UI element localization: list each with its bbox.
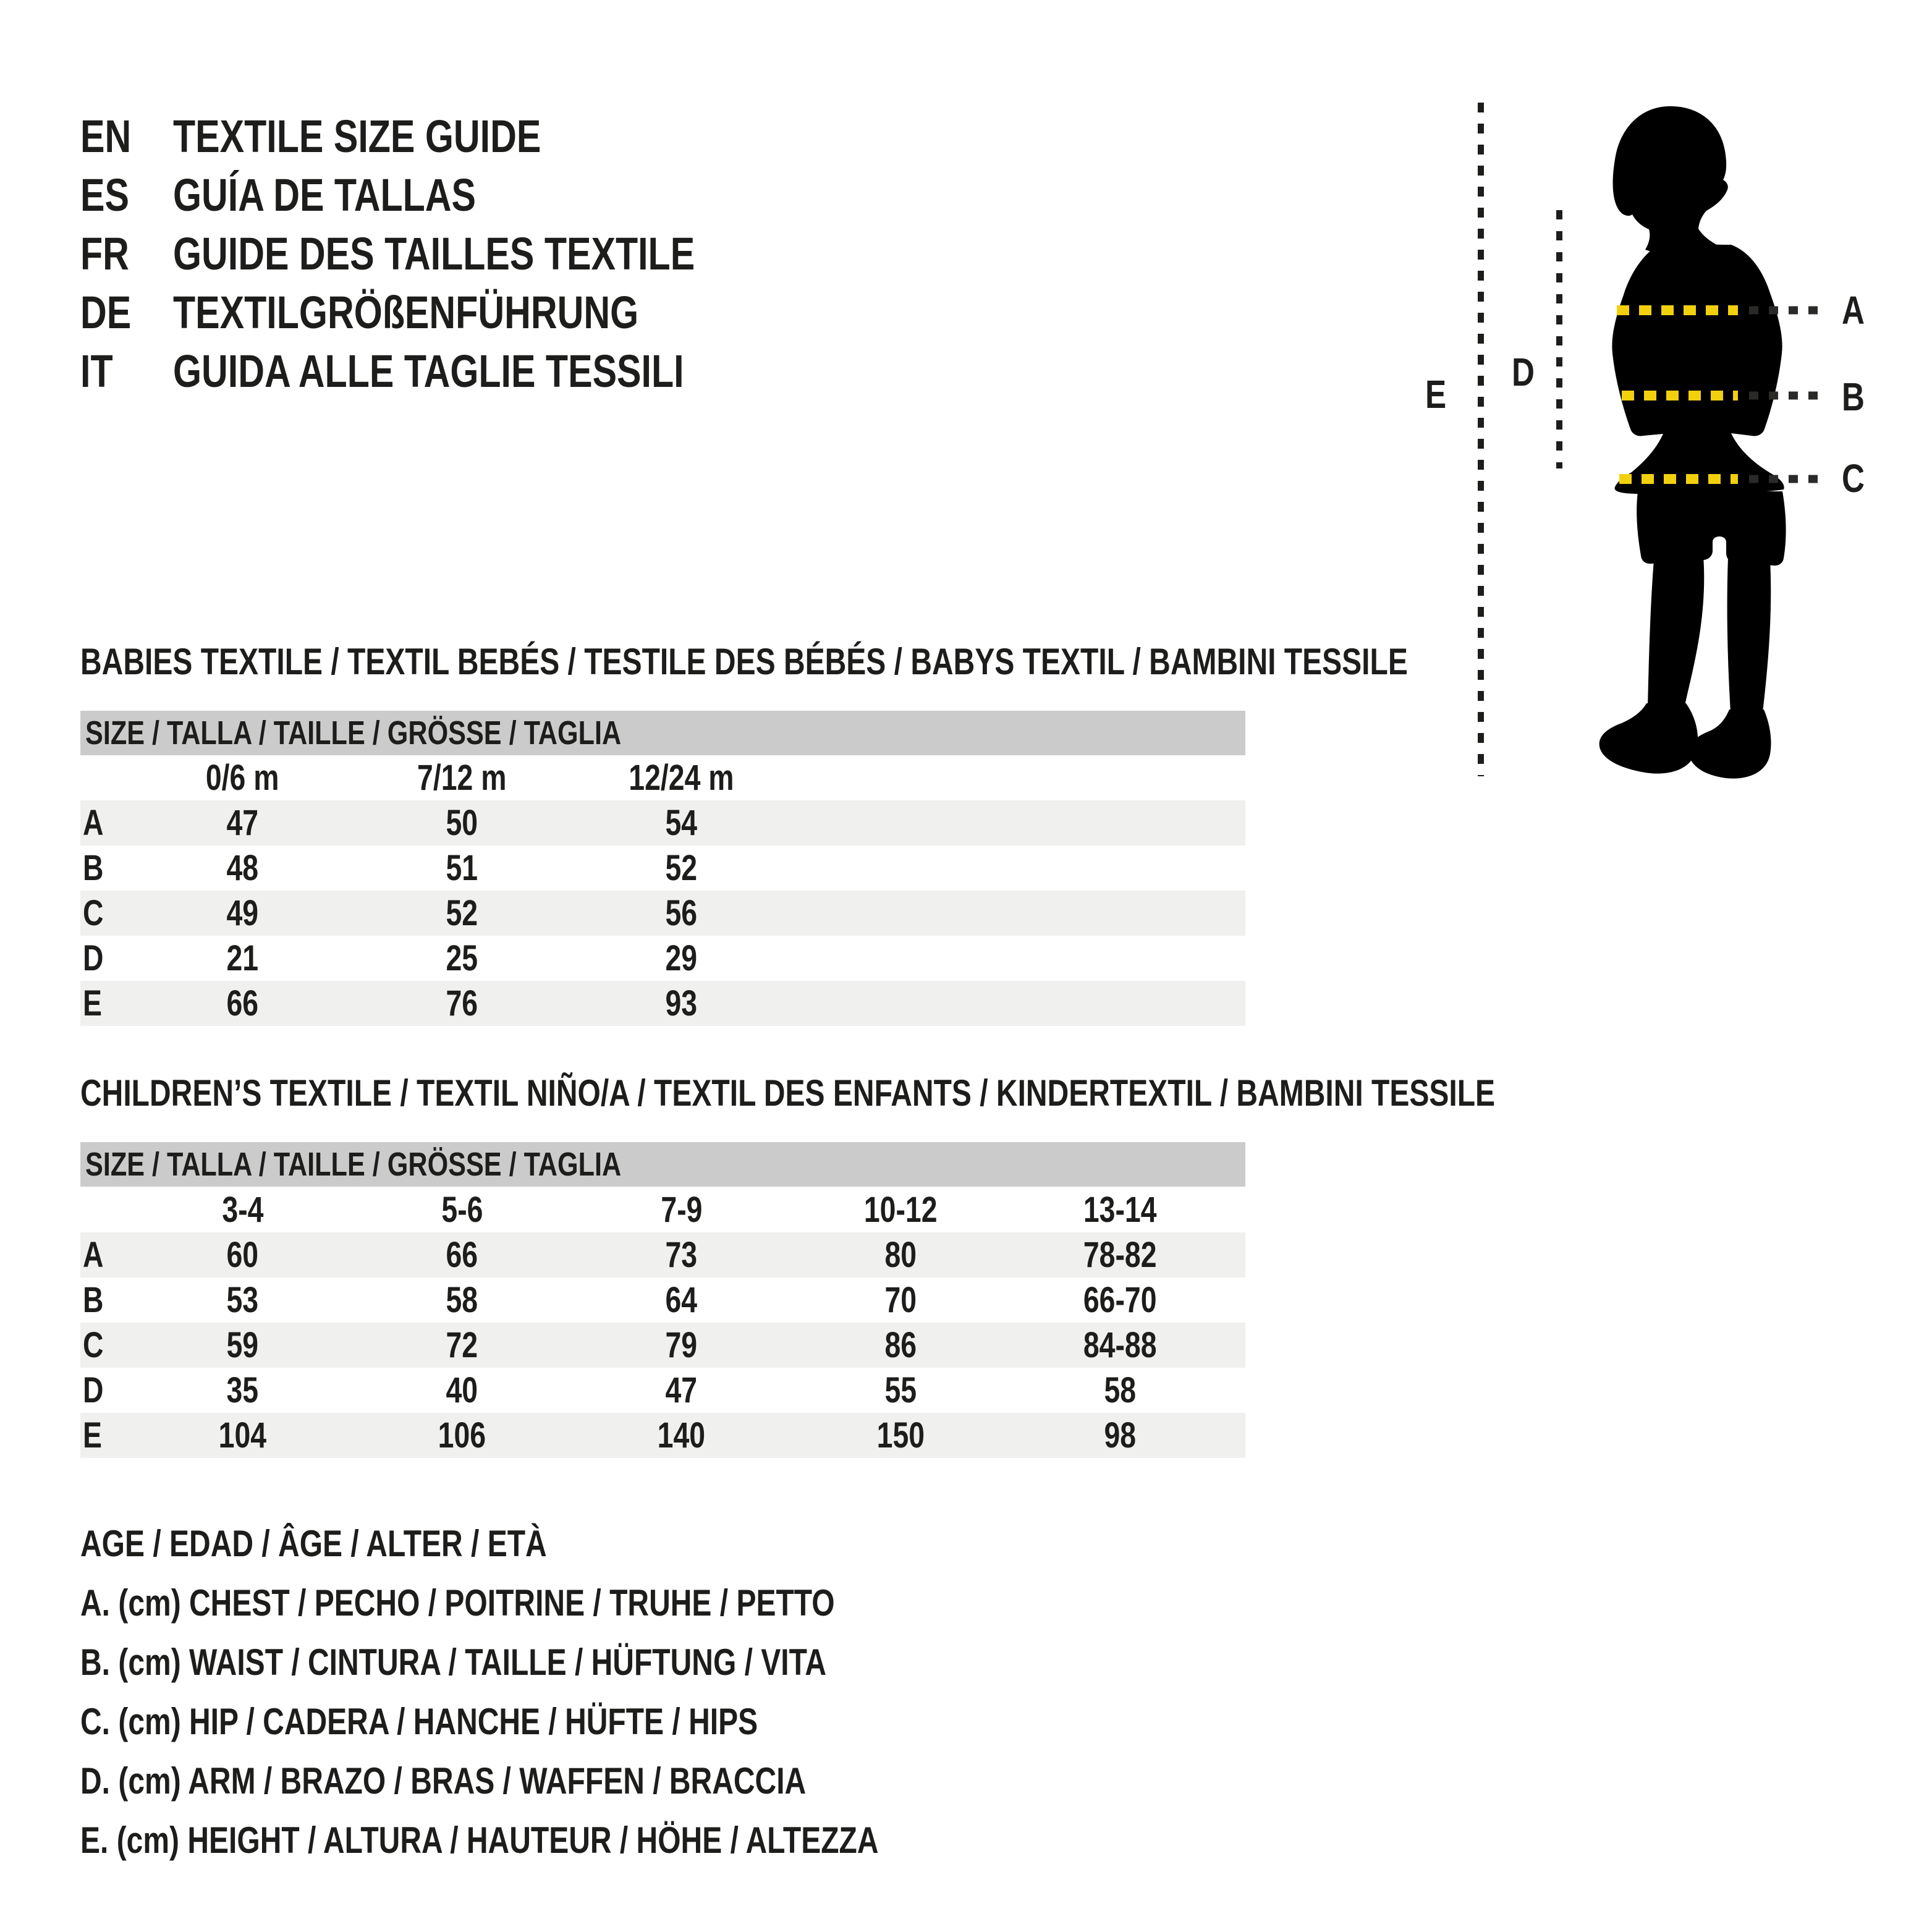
lang-title: GUIDA ALLE TAGLIE TESSILI <box>173 345 684 397</box>
babies-size-header-bar: SIZE / TALLA / TAILLE / GRÖSSE / TAGLIA <box>80 711 1245 755</box>
table-row-e <box>80 981 1245 1026</box>
lang-title: GUÍA DE TALLAS <box>173 169 477 221</box>
size-value-cell: 60 <box>226 1235 259 1275</box>
size-value-cell: 25 <box>446 938 478 978</box>
size-value-cell: 140 <box>657 1415 706 1455</box>
size-value-cell: 73 <box>665 1235 698 1275</box>
row-label: D <box>83 1370 104 1410</box>
size-value-cell: 66-70 <box>1083 1280 1157 1320</box>
size-column-header: 5-6 <box>441 1190 483 1230</box>
size-value-cell: 104 <box>218 1415 267 1455</box>
size-value-cell: 40 <box>446 1370 478 1410</box>
row-label: D <box>83 938 104 978</box>
size-value-cell: 78-82 <box>1083 1235 1157 1275</box>
column-header-row <box>80 1187 1245 1232</box>
table-row-c <box>80 891 1245 936</box>
table-row-d <box>80 936 1245 981</box>
size-value-cell: 51 <box>446 848 478 888</box>
size-value-cell: 52 <box>446 893 478 933</box>
size-value-cell: 98 <box>1104 1415 1137 1455</box>
row-label: B <box>83 848 104 888</box>
size-column-header: 0/6 m <box>206 758 279 798</box>
lang-code: DE <box>80 287 132 338</box>
size-value-cell: 52 <box>665 848 698 888</box>
child-silhouette-diagram <box>1391 87 1932 797</box>
size-value-cell: 50 <box>446 803 478 843</box>
size-value-cell: 47 <box>226 803 259 843</box>
legend-waist: B. (cm) WAIST / CINTURA / TAILLE / HÜFTUNG / VITA <box>80 1642 827 1683</box>
children-section <box>80 1072 1496 1506</box>
row-label: B <box>83 1280 104 1320</box>
size-column-header: 13-14 <box>1083 1190 1157 1230</box>
row-label: A <box>83 1235 104 1275</box>
table-row-a <box>80 1232 1245 1277</box>
column-header-row <box>80 755 1245 800</box>
row-label: C <box>83 1325 104 1365</box>
lang-code: IT <box>80 345 113 397</box>
size-value-cell: 58 <box>446 1280 478 1320</box>
size-value-cell: 70 <box>884 1280 917 1320</box>
lang-code: EN <box>80 111 132 162</box>
size-value-cell: 72 <box>446 1325 478 1365</box>
children-heading: CHILDREN’S TEXTILE / TEXTIL NIÑO/A / TEXTIL DES ENFANTS / KINDERTEXTIL / BAMBINI TESSILE <box>80 1072 1496 1114</box>
row-label: C <box>83 893 104 933</box>
size-value-cell: 79 <box>665 1325 698 1365</box>
children-size-header-bar: SIZE / TALLA / TAILLE / GRÖSSE / TAGLIA <box>80 1142 1245 1187</box>
figure-label-arm: D <box>1512 350 1535 394</box>
lang-title: TEXTILE SIZE GUIDE <box>173 111 541 162</box>
babies-section <box>80 641 1408 1074</box>
size-value-cell: 66 <box>446 1235 478 1275</box>
lang-code: FR <box>80 228 129 279</box>
size-column-header: 3-4 <box>221 1190 264 1230</box>
size-value-cell: 93 <box>665 983 698 1023</box>
size-value-cell: 49 <box>226 893 259 933</box>
legend-height: E. (cm) HEIGHT / ALTURA / HAUTEUR / HÖHE / ALTEZZA <box>80 1820 879 1861</box>
size-value-cell: 80 <box>884 1235 917 1275</box>
lang-title: GUIDE DES TAILLES TEXTILE <box>173 228 695 279</box>
legend-age: AGE / EDAD / ÂGE / ALTER / ETÀ <box>80 1523 547 1564</box>
table-row-b <box>80 1277 1245 1323</box>
size-value-cell: 55 <box>884 1370 917 1410</box>
size-value-cell: 48 <box>226 848 259 888</box>
size-value-cell: 54 <box>665 803 698 843</box>
lang-code: ES <box>80 169 129 221</box>
size-column-header: 7/12 m <box>417 758 507 798</box>
legend-hip: C. (cm) HIP / CADERA / HANCHE / HÜFTE / HIPS <box>80 1701 758 1742</box>
size-column-header: 10-12 <box>864 1190 938 1230</box>
size-value-cell: 106 <box>438 1415 486 1455</box>
table-row-b <box>80 845 1245 891</box>
size-value-cell: 84-88 <box>1083 1325 1157 1365</box>
table-row-e <box>80 1413 1245 1458</box>
figure-label-chest: A <box>1842 288 1865 333</box>
size-value-cell: 56 <box>665 893 698 933</box>
size-value-cell: 86 <box>884 1325 917 1365</box>
size-value-cell: 21 <box>226 938 259 978</box>
size-value-cell: 58 <box>1104 1370 1137 1410</box>
row-label: E <box>83 1415 102 1455</box>
size-column-header: 7-9 <box>660 1190 703 1230</box>
size-value-cell: 53 <box>226 1280 259 1320</box>
table-row-a <box>80 800 1245 845</box>
figure-label-height: E <box>1425 372 1447 417</box>
table-row-c <box>80 1323 1245 1368</box>
babies-heading: BABIES TEXTILE / TEXTIL BEBÉS / TESTILE DES BÉBÉS / BABYS TEXTIL / BAMBINI TESSILE <box>80 641 1408 682</box>
size-value-cell: 66 <box>226 983 259 1023</box>
size-value-cell: 29 <box>665 938 698 978</box>
size-value-cell: 150 <box>876 1415 925 1455</box>
size-value-cell: 59 <box>226 1325 259 1365</box>
size-value-cell: 35 <box>226 1370 259 1410</box>
row-label: A <box>83 803 104 843</box>
row-label: E <box>83 983 102 1023</box>
size-column-header: 12/24 m <box>629 758 734 798</box>
legend-arm: D. (cm) ARM / BRAZO / BRAS / WAFFEN / BRACCIA <box>80 1760 807 1802</box>
lang-title: TEXTILGRÖßENFÜHRUNG <box>173 287 639 338</box>
size-value-cell: 47 <box>665 1370 698 1410</box>
size-value-cell: 64 <box>665 1280 698 1320</box>
table-row-d <box>80 1368 1245 1413</box>
legend-chest: A. (cm) CHEST / PECHO / POITRINE / TRUHE / PETTO <box>80 1582 835 1624</box>
size-value-cell: 76 <box>446 983 478 1023</box>
figure-label-hip: C <box>1842 456 1865 501</box>
figure-label-waist: B <box>1842 375 1865 419</box>
